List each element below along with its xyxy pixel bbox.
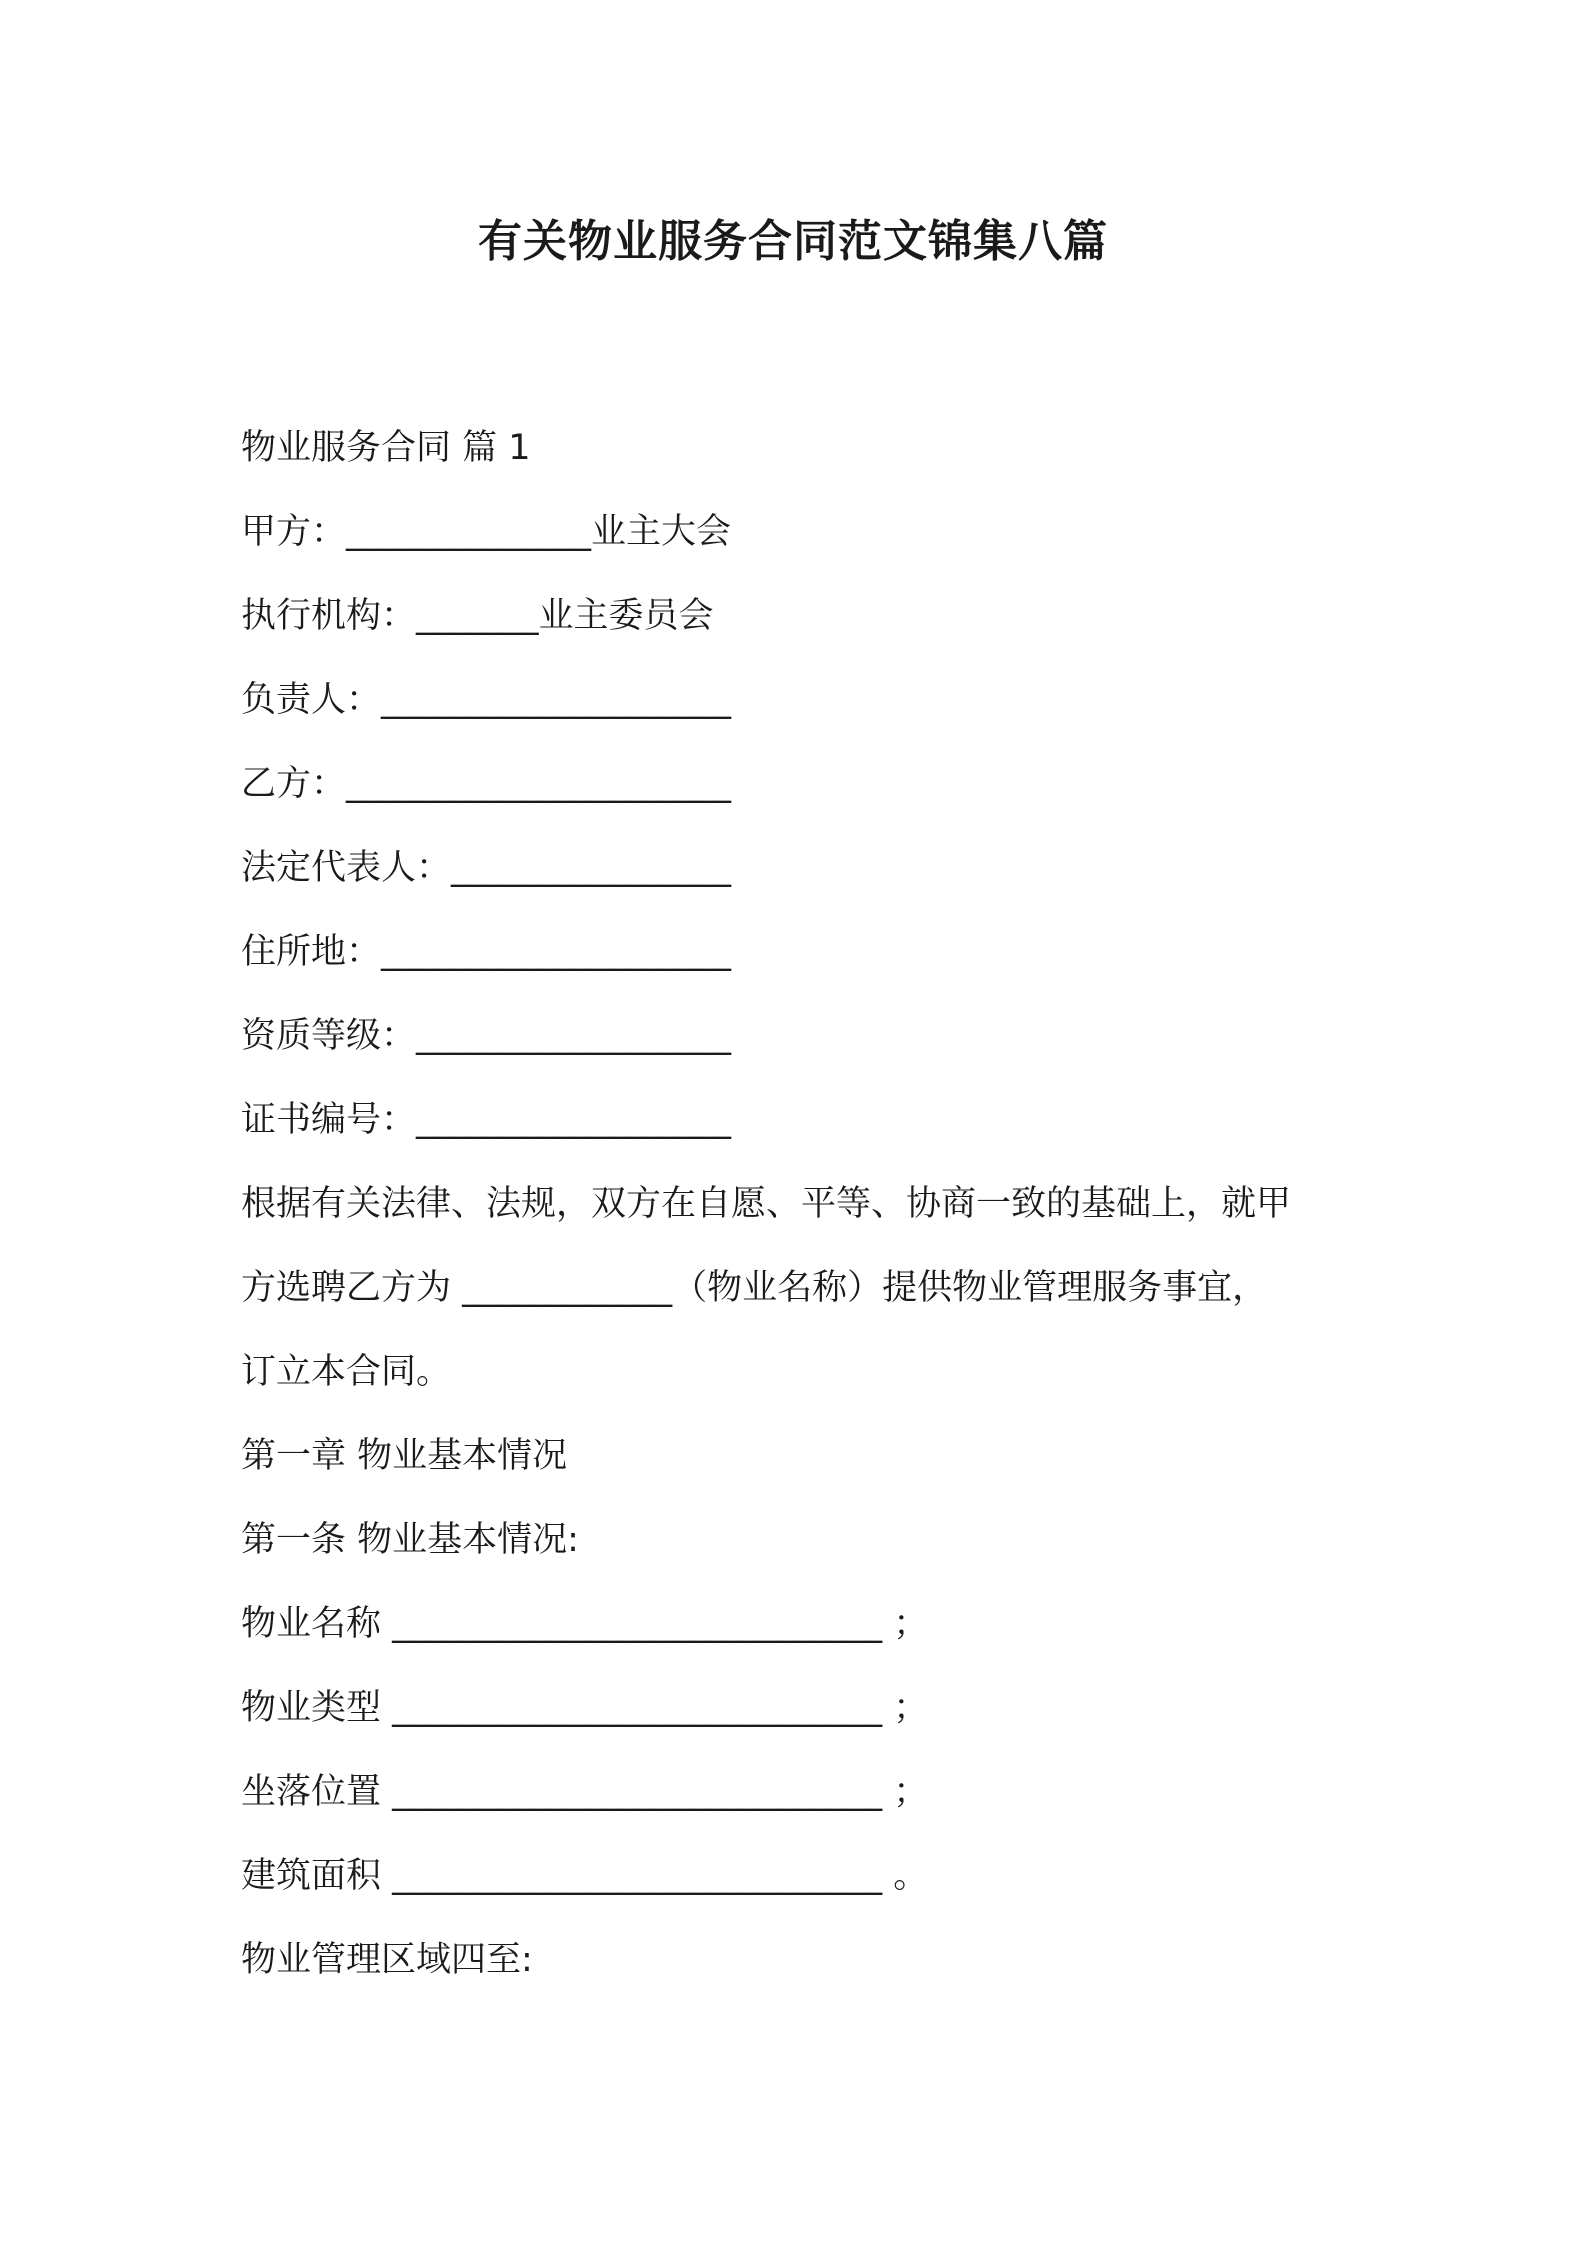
certificate-number-line: 证书编号：__________________ — [241, 1100, 732, 1140]
document-title: 有关物业服务合同范文锦集八篇 — [478, 216, 1108, 267]
responsible-person-line: 负责人：____________________ — [241, 680, 732, 720]
preamble-line: 方选聘乙方为 ____________（物业名称）提供物业管理服务事宜， — [241, 1268, 1268, 1308]
location-line: 坐落位置 ____________________________ ； — [241, 1772, 929, 1812]
domicile-line: 住所地：____________________ — [241, 932, 732, 972]
preamble-line: 订立本合同。 — [241, 1352, 452, 1392]
floor-area-line: 建筑面积 ____________________________ 。 — [241, 1856, 929, 1896]
property-name-line: 物业名称 ____________________________ ； — [241, 1604, 929, 1644]
legal-representative-line: 法定代表人：________________ — [241, 848, 732, 888]
property-type-line: 物业类型 ____________________________ ； — [241, 1688, 929, 1728]
management-boundaries-line: 物业管理区域四至: — [241, 1940, 533, 1980]
article-heading: 第一条 物业基本情况: — [241, 1520, 579, 1560]
party-b-line: 乙方：______________________ — [241, 764, 732, 804]
preamble-line: 根据有关法律、法规，双方在自愿、平等、协商一致的基础上，就甲 — [241, 1184, 1292, 1224]
document-body — [241, 406, 1361, 2002]
chapter-heading: 第一章 物业基本情况 — [241, 1436, 568, 1476]
qualification-level-line: 资质等级：__________________ — [241, 1016, 732, 1056]
executive-body-line: 执行机构：_______业主委员会 — [241, 596, 714, 636]
party-a-line: 甲方：______________业主大会 — [241, 512, 732, 552]
section-heading: 物业服务合同 篇 1 — [241, 428, 531, 468]
